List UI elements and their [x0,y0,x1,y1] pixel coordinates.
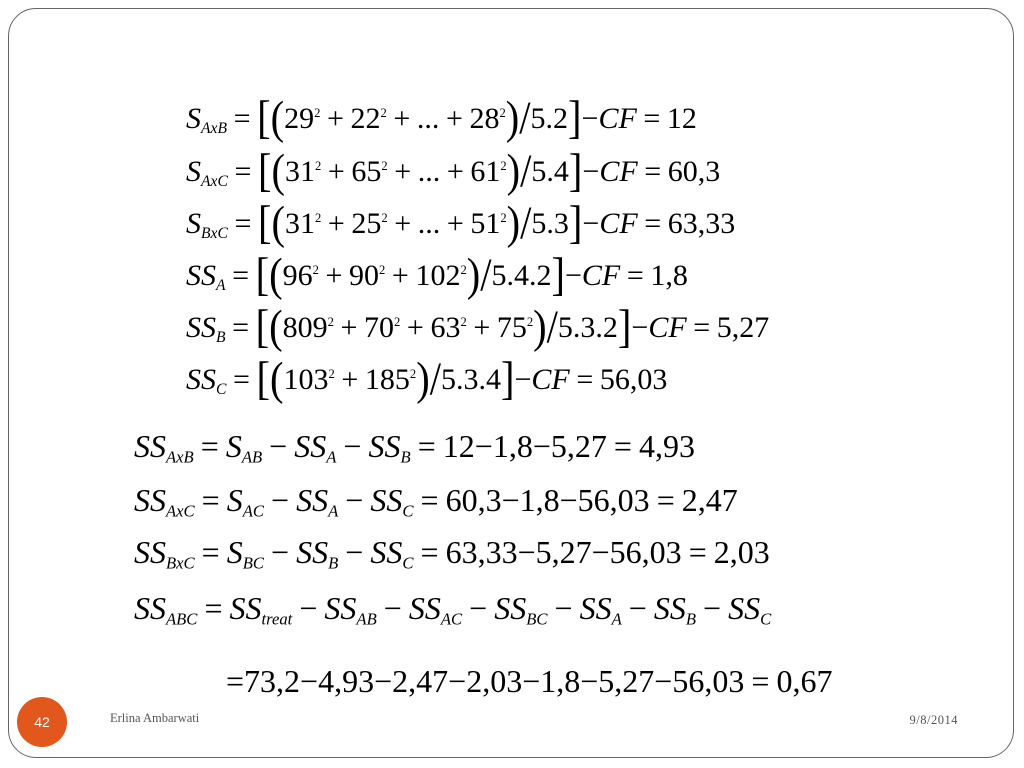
equation-s-bxc: $S_{BxC} = [(31^2 + 25^2$ + ... + $51^2)/5.3]-CF = 63,33$ [186,196,736,249]
page-number-badge [17,697,67,747]
equation-ss-abc: $SS_{ABC} = SS_{treat} - SS_{AB} - SS_{AC} - SS_{BC} - SS_A - SS_B - SS_C$ [134,590,772,629]
equation-ss-abc-result: =73,2−4,93−2,47−2,03−1,8−5,27−56,03 = 0,67 [226,663,833,699]
slide-date: 9/8/2014 [909,713,958,727]
equation-ss-axb: $SS_{AxB} = S_{AB} - SS_A - SS_B = 12-1,8-5,27 = 4,93$ [134,428,695,467]
equation-s-axc: $S_{AxC} = [(31^2 + 65^2$ + ... + $61^2)/5.4]-CF = 60,3$ [186,144,721,197]
equation-ss-c: $SS_C = [(103^2 + 185^2)/5.3.4]-CF = 56,03$ [186,352,668,405]
page-number: 42 [34,714,50,730]
equation-ss-b: $SS_B = [(809^2 + 70^2 + 63^2 + 75^2)/5.3.2]-CF = 5,27$ [186,300,770,353]
equation-ss-bxc: $SS_{BxC} = S_{BC} - SS_B - SS_C = 63,33-5,27-56,03 = 2,03$ [134,534,770,573]
equation-ss-a: $SS_A = [(96^2 + 90^2 + 102^2)/5.4.2]-CF = 1,8$ [186,248,688,301]
author-name: Erlina Ambarwati [110,711,200,725]
equation-s-axb: $S_{AxB} = [(29^2 + 22^2$ + ... + $28^2)/5.2]-CF = 12$ [186,91,697,144]
equation-ss-axc: $SS_{AxC} = S_{AC} - SS_A - SS_C = 60,3-1,8-56,03 = 2,47$ [134,482,738,521]
